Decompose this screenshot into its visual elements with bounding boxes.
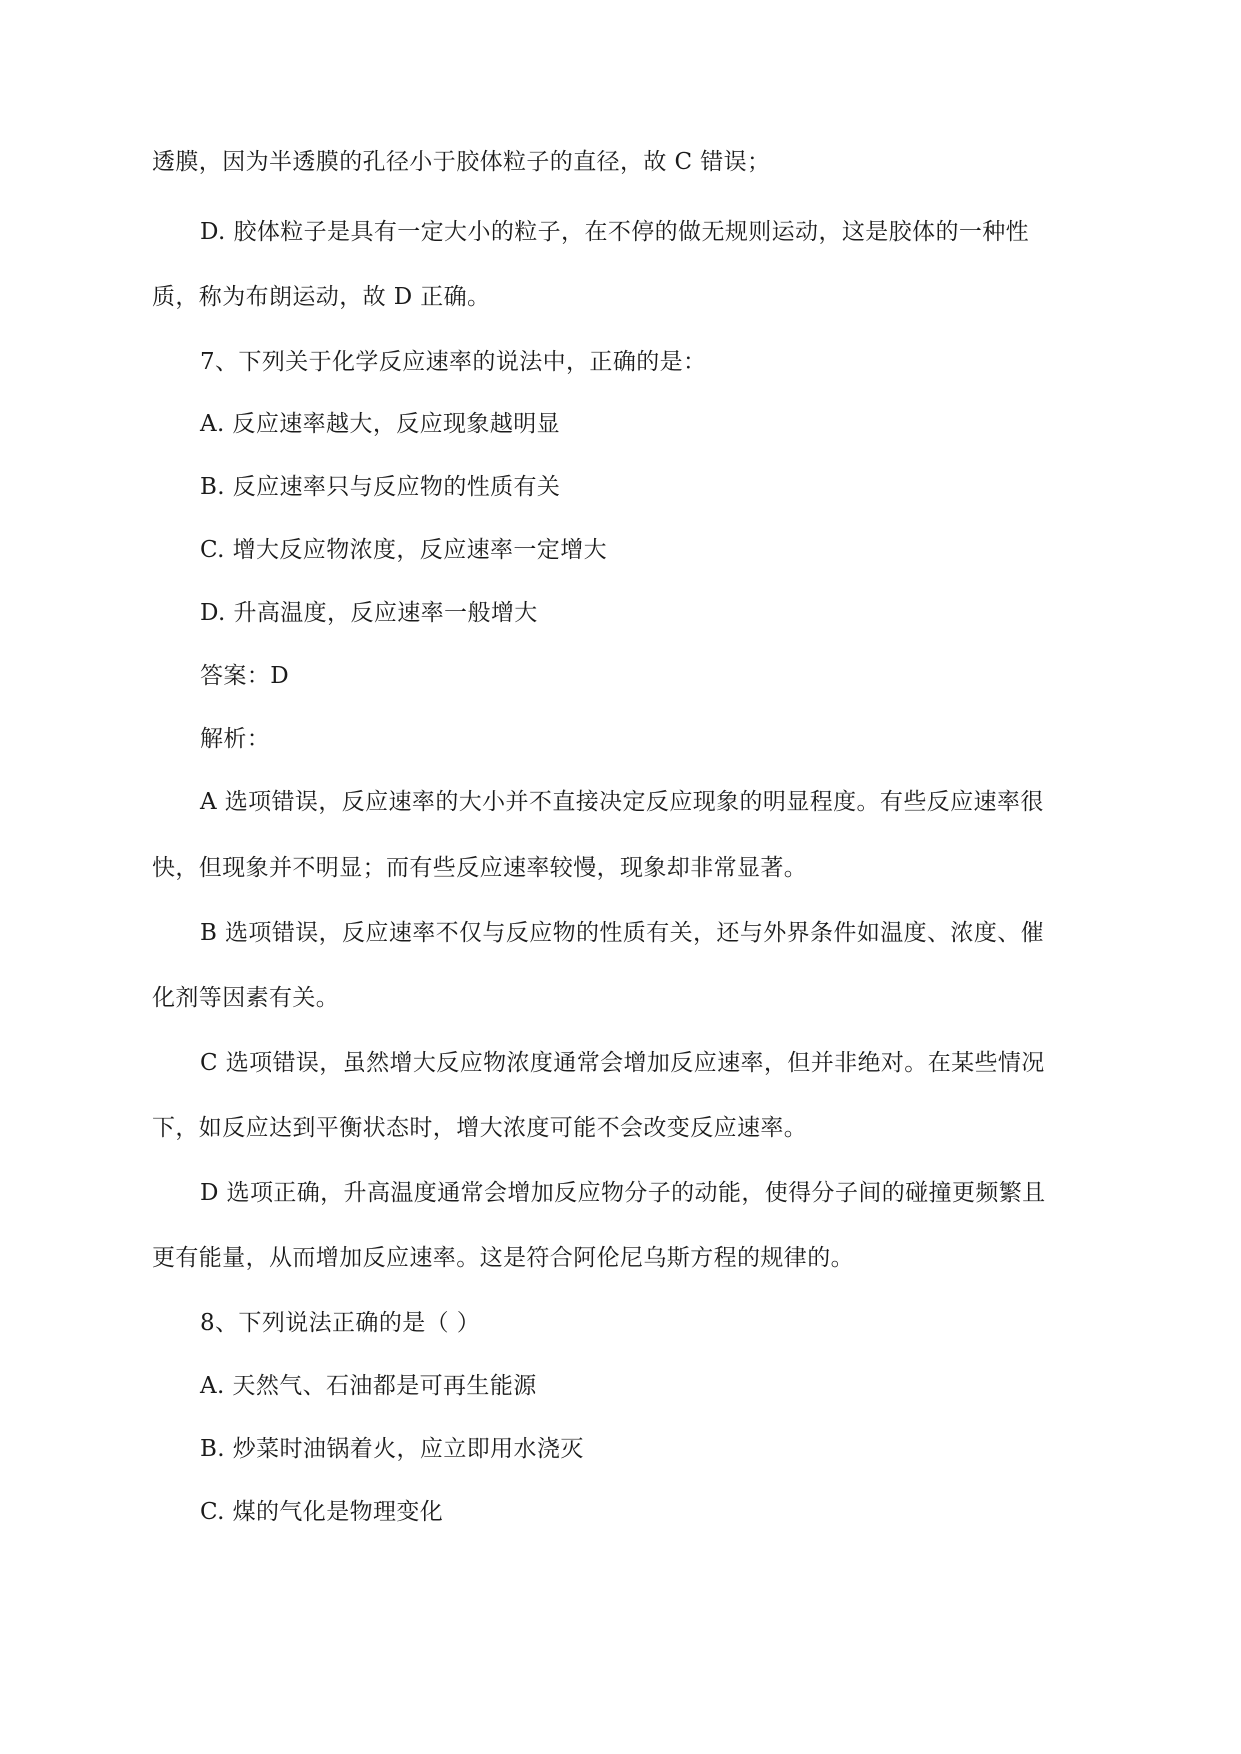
paragraph-line: 质，称为布朗运动，故 D 正确。 (152, 284, 491, 310)
option-line: A. 反应速率越大，反应现象越明显 (200, 411, 561, 437)
option-line: B. 反应速率只与反应物的性质有关 (200, 474, 561, 500)
analysis-line: A 选项错误，反应速率的大小并不直接决定反应现象的明显程度。有些反应速率很 (200, 789, 1044, 815)
analysis-line: 更有能量，从而增加反应速率。这是符合阿伦尼乌斯方程的规律的。 (152, 1245, 854, 1271)
question-heading: 7、下列关于化学反应速率的说法中，正确的是： (200, 349, 707, 375)
analysis-line: B 选项错误，反应速率不仅与反应物的性质有关，还与外界条件如温度、浓度、催 (200, 920, 1045, 946)
analysis-line: 快，但现象并不明显；而有些反应速率较慢，现象却非常显著。 (152, 855, 808, 881)
answer-line: 答案：D (200, 663, 290, 689)
option-line: C. 增大反应物浓度，反应速率一定增大 (200, 537, 608, 563)
analysis-line: D 选项正确，升高温度通常会增加反应物分子的动能，使得分子间的碰撞更频繁且 (200, 1180, 1046, 1206)
option-line: C. 煤的气化是物理变化 (200, 1499, 444, 1525)
question-heading: 8、下列说法正确的是（ ） (200, 1310, 481, 1336)
option-line: D. 胶体粒子是具有一定大小的粒子，在不停的做无规则运动，这是胶体的一种性 (200, 219, 1030, 245)
analysis-heading: 解析： (200, 726, 271, 752)
option-line: B. 炒菜时油锅着火，应立即用水浇灭 (200, 1436, 584, 1462)
analysis-line: 化剂等因素有关。 (152, 985, 340, 1011)
paragraph-line: 透膜，因为半透膜的孔径小于胶体粒子的直径，故 C 错误； (152, 149, 771, 175)
option-line: D. 升高温度，反应速率一般增大 (200, 600, 538, 626)
analysis-line: C 选项错误，虽然增大反应物浓度通常会增加反应速率，但并非绝对。在某些情况 (200, 1050, 1045, 1076)
analysis-line: 下，如反应达到平衡状态时，增大浓度可能不会改变反应速率。 (152, 1115, 808, 1141)
option-line: A. 天然气、石油都是可再生能源 (200, 1373, 537, 1399)
